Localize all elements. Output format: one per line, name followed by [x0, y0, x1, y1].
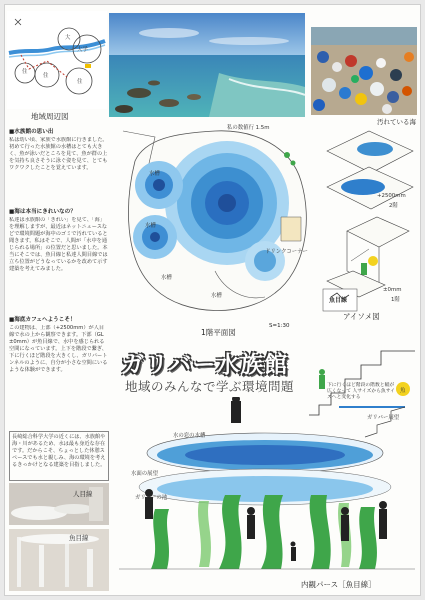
text-column: [9, 127, 109, 467]
section-body-memory: 私は幼い頃、家族で水族館に行きました。初めて行った水族館の水槽はとても大きく、魚が泳いだところを見て、魚が群の上を気持ち良さそうに泳ぐ姿を見て、とてもワクワクしたことを覚えています。: [9, 137, 108, 171]
model-label-human: 人目線: [73, 490, 93, 498]
section-heading-sea: ■海は本当にきれいなの？: [9, 209, 76, 215]
plan-caption: 1階平面図: [201, 328, 236, 337]
iso-label-floor1: 1階: [391, 297, 400, 303]
trash-caption: 汚れている海: [377, 118, 416, 126]
plan-label-top: 私の数値行 1.5m: [227, 125, 270, 131]
map-label-d: 大: [65, 35, 71, 41]
iso-label-height-lower: ±0mm: [383, 287, 402, 293]
section-label-gulliver: ガリバー展望: [367, 415, 400, 421]
iso-caption: アイソメ図: [343, 312, 380, 321]
iso-label-floor2: 2階: [389, 203, 398, 209]
map-label-c: 住: [43, 73, 49, 79]
isometric-drawing: [317, 121, 419, 317]
section-heading-memory: ■水族館の思い出: [9, 129, 54, 135]
presentation-board: [4, 4, 421, 596]
plan-label-left2: 水槽: [145, 223, 156, 229]
trash-photo: [311, 27, 417, 115]
plan-label-right: ドリンクコーナー: [265, 249, 308, 255]
model-photo-fish: [9, 529, 109, 591]
section-body-sea: 私達は水族館の「きれい」を見て、「海」を理解しますが、最近はネットニュースなどで環境問題が海中のゴミで汚れていると聞きます。私はそこで、人間が「水中を通じられる場所」の位置だと思いました。本当にそこでは、魚目線と私達人間目線では立ち位置がどうなっているかを改めて示す建築を考えてみました。: [9, 217, 108, 272]
persp-label-surface: 水面の展望: [131, 471, 158, 477]
map-caption: 地域周辺図: [31, 112, 69, 121]
area-map: [7, 11, 107, 109]
section-heading-cafe: ■海底カフェへようこそ！: [9, 317, 76, 323]
floor-plan: [115, 121, 315, 321]
conclusion-text: 長崎総合科学大学の近くには、水族館や海・川があるため、水は最も身近な存在です。だからこそ、ちょっとした休憩スペースでも水と親しみ、海の環境を考えるきっかけとなる建築を目指しました。: [12, 434, 106, 468]
conclusion-box: [9, 431, 109, 481]
persp-label-pond: ガリバーの池: [135, 495, 168, 501]
plan-label-left1: 水槽: [149, 171, 160, 177]
area-map-drawing: [7, 11, 107, 109]
map-label-b: 住: [22, 69, 28, 75]
isometric-view: [317, 121, 419, 317]
section-note: 下に行くほど階段の階数と幅が広くなって 人サイズから魚サイズへと変化する: [327, 383, 395, 400]
map-label-a: 大学: [77, 47, 88, 53]
map-label-e: 住: [77, 79, 83, 85]
model-label-fish: 魚目線: [69, 534, 89, 542]
plan-label-center: 水槽: [211, 293, 222, 299]
sub-title: 地域のみんなで学ぶ環境問題: [125, 379, 295, 394]
main-title: ガリバー水族館: [121, 352, 289, 378]
iso-label-fish-eye: 魚目線: [329, 297, 348, 304]
model-photo-human: [9, 483, 109, 525]
section-label-fish: 魚: [400, 388, 406, 394]
perspective-drawing: [115, 397, 419, 575]
section-body-cafe: この建物は、上部（+2500mm）が人目線で水の上から観察できます。下部（GL ±0mm）が魚目線で、水中を感じられる空間になっています。上下を階段で繋ぎ、下に行くほど階段を大きくし、ガリバートンネルのように、自分が小さな空間にいるような体験ができます。: [9, 325, 108, 373]
plan-label-bottom: 水槽: [161, 275, 172, 281]
interior-perspective: [115, 397, 419, 575]
persp-label-window-tank: 水の窓の水槽: [173, 433, 206, 439]
plan-scale: S=1:30: [269, 323, 290, 329]
sea-photo: [109, 13, 305, 117]
iso-label-height-upper: +2500mm: [377, 193, 406, 199]
perspective-caption: 内観パース［魚目線］: [301, 580, 376, 589]
